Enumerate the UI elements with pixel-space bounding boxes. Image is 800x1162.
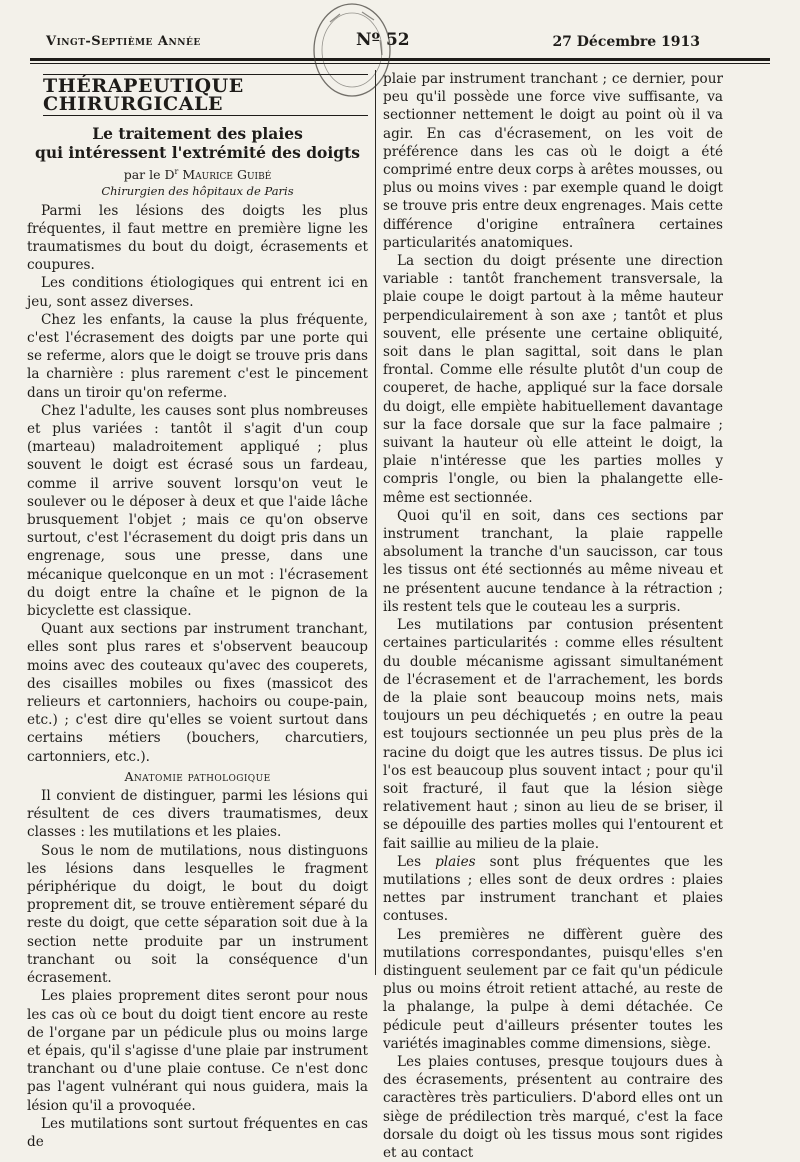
column-divider — [375, 70, 376, 975]
byline — [27, 164, 368, 183]
paragraph: Il convient de distinguer, parmi les lésions qui résultent de ces divers traumatismes, deux classes : les mutilations et les plaies. — [27, 788, 368, 841]
paragraph: La section du doigt présente une direction variable : tantôt franchement transversale, la plaie coupe le doigt partout à la même hauteur perpendiculairement à son axe ; tantôt et plus souvent, elle présente une certaine obliquité, soit dans le plan sagittal, soit dans le plan frontal. Comme elle résulte plutôt d'un coup de couperet, de hache, appliqué sur la face dorsale du doigt, elle empiète habituellement davantage sur la face dorsale que sur la face palmaire ; suivant la hauteur où elle atteint le doigt, la plaie n'intéresse que les parties molles y compris l'ongle, ou bien la phalangette elle-même est sectionnée. — [383, 253, 723, 506]
header-rule-thick — [30, 58, 770, 61]
text-run: sont plus fréquentes que les mutilations ; elles sont de deux ordres : plaies nettes par instrument tranchant et plaies contuses. — [383, 853, 723, 925]
header-rule-thin — [30, 63, 770, 64]
paragraph: Les plaies proprement dites seront pour nous les cas où ce bout du doigt tient encore au reste de l'organe par un pédicule plus ou moins large et épais, qu'il s'agisse d'une plaie par instrument tranchant ou d'une plaie contuse. Ce n'est donc pas l'agent vulnérant qui nous guidera, mais la lésion qu'il a provoquée. — [27, 988, 368, 1114]
paragraph: Les mutilations sont surtout fréquentes en cas de — [27, 1115, 368, 1150]
header-year: Vingt-Septième Année — [46, 34, 201, 49]
section-title: THÉRAPEUTIQUE CHIRURGICALE — [43, 74, 368, 116]
byline-prefix: par le D — [123, 167, 175, 183]
author-name: Maurice Guibé — [182, 167, 272, 183]
paragraph: Chez l'adulte, les causes sont plus nombreuses et plus variées : tantôt il s'agit d'un coup (marteau) maladroitement appliqué ; plus souvent le doigt est écrasé sous un fardeau, comme il arrive souvent lorsqu'on veut le soulever ou le déposer à deux et que l'aide lâche brusquement l'objet ; mais ce qu'on observe surtout, c'est l'écrasement du doigt pris dans un engrenage, sous une presse, dans une mécanique quelconque en un mot : l'écrasement du doigt entre la chaîne et le pignon de la bicyclette est classique. — [27, 402, 368, 620]
paragraph: plaie par instrument tranchant ; ce dernier, pour peu qu'il possède une force vive suffisante, va sectionner nettement le doigt au point où il va agir. En cas d'écrasement, on les voit de préférence dans les cas où le doigt a été comprimé entre deux corps à arêtes mousses, ou plus ou moins vives : par exemple quand le doigt se trouve pris entre deux engrenages. Mais cette différence d'origine entraînera certaines particularités anatomiques. — [383, 71, 723, 251]
paragraph: Parmi les lésions des doigts les plus fréquentes, il faut mettre en première ligne les traumatismes du bout du doigt, écrasements et coupures. — [27, 202, 368, 274]
paragraph: Les conditions étiologiques qui entrent ici en jeu, sont assez diverses. — [27, 275, 368, 310]
header-issue-number: Nº 52 — [356, 30, 410, 50]
author-affiliation: Chirurgien des hôpitaux de Paris — [101, 183, 294, 198]
paragraph: Chez les enfants, la cause la plus fréquente, c'est l'écrasement des doigts par une porte qui se referme, alors que le doigt se trouve pris dans la charnière : plus rarement c'est le pincement dans un tiroir qu'on referme. — [27, 311, 368, 401]
right-column — [383, 70, 723, 1162]
paragraph: Quoi qu'il en soit, dans ces sections par instrument tranchant, la plaie rappelle absolument la tranche d'un saucisson, car tous les tissus ont été sectionnés au même niveau et ne présentent aucune tendance à la rétraction ; ils restent tels que le couteau les a surpris. — [383, 507, 723, 615]
subsection-heading: Anatomie pathologique — [124, 768, 271, 784]
text-run: Les — [397, 853, 436, 870]
article-title-line-2: qui intéressent l'extrémité des doigts — [35, 143, 360, 163]
emphasis: plaies — [435, 853, 476, 870]
article-title-line-1: Le traitement des plaies — [92, 124, 303, 144]
header-date: 27 Décembre 1913 — [552, 34, 700, 50]
paragraph: Les mutilations par contusion présentent certaines particularités : comme elles résultent du double mécanisme agissant simultanément de l'écrasement et de l'arrachement, les bords de la plaie sont beaucoup moins nets, mais toujours un peu déchiquetés ; en outre la peau est toujours sectionnée un peu plus près de la racine du doigt que les autres tissus. De plus ici l'os est beaucoup plus souvent intact ; pour qu'il soit fracturé, il faut que la lésion siège relativement haut ; sinon au lieu de se briser, il se dépouille des parties molles qui l'entourent et fait saillie au milieu de la plaie. — [383, 617, 723, 852]
byline-sup: r — [174, 167, 179, 177]
paragraph: Les plaies contuses, presque toujours dues à des écrasements, présentent au contraire des caractères très particuliers. D'abord elles ont un siège de prédilection très marqué, c'est la face dorsale du doigt où les tissus mous sont rigides et au contact — [383, 1053, 723, 1161]
paragraph: Les premières ne diffèrent guère des mutilations correspondantes, puisqu'elles s'en distinguent seulement par ce fait qu'un pédicule plus ou moins étroit retient attaché, au reste de la phalange, la pulpe à demi détachée. Ce pédicule peut d'ailleurs présenter toutes les variétés imaginables comme dimensions, siège. — [383, 926, 723, 1052]
paragraph — [383, 853, 723, 926]
paragraph: Sous le nom de mutilations, nous distinguons les lésions dans lesquelles le fragment périphérique du doigt, le bout du doigt proprement dit, se trouve entièrement séparé du reste du doigt, que cette séparation soit due à la section nette produite par un instrument tranchant ou soit la conséquence d'un écrasement. — [27, 842, 368, 987]
paragraph: Quant aux sections par instrument tranchant, elles sont plus rares et s'observent beaucoup moins avec des couteaux qu'avec des couperets, des cisailles mobiles ou fixes (massicot des relieurs et cartonniers, hachoirs ou coupe-pain, etc.) ; c'est dire qu'elles se voient surtout dans certains métiers (bouchers, charcutiers, cartonniers, etc.). — [27, 621, 368, 765]
left-column — [27, 70, 368, 1151]
